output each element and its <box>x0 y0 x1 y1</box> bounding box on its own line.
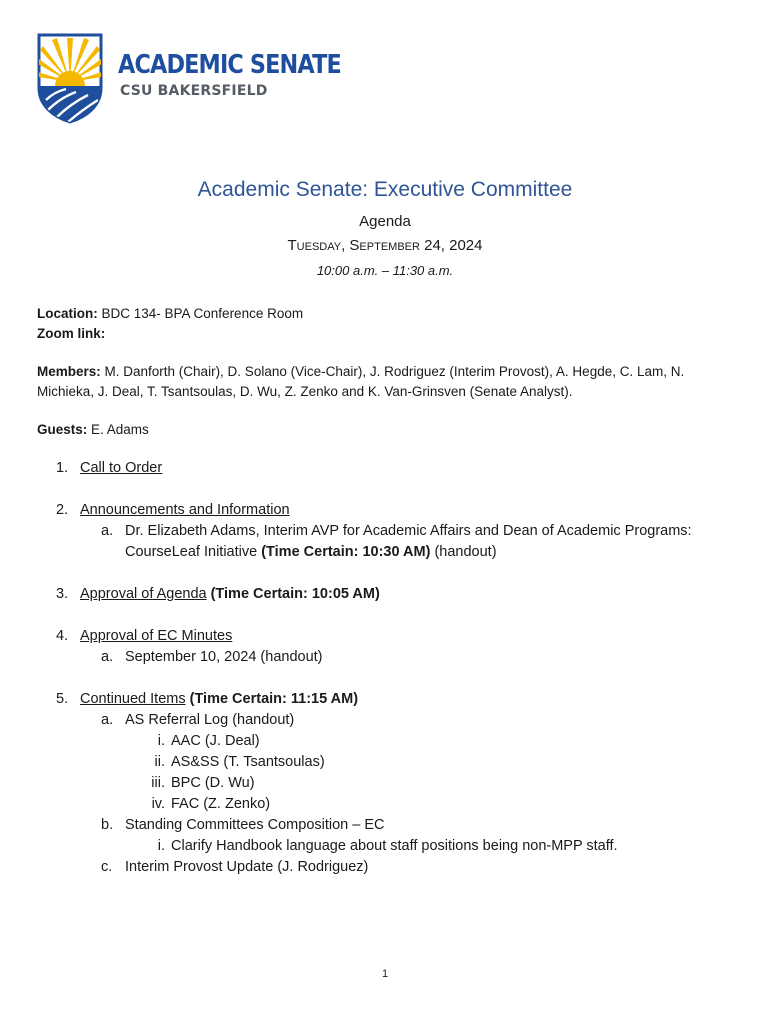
document-title: Academic Senate: Executive Committee <box>197 178 573 201</box>
sub-sub-item <box>125 794 737 815</box>
members-value: M. Danforth (Chair), D. Solano (Vice-Chair), J. Rodriguez (Interim Provost), A. Hegde, C. Lam, N. Michieka, J. Deal, T. Tsantsoulas, D. Wu, Z. Zenko and K. Van-Grinsven (Senate Analyst). <box>37 364 685 399</box>
item-number: 5. <box>56 691 69 707</box>
guests-label: Guests: <box>37 422 88 437</box>
sub-item-label: a. <box>101 649 114 665</box>
sub-sub-item-label: i. <box>157 733 165 749</box>
agenda-item-call-to-order <box>37 458 737 479</box>
sub-item-label: c. <box>101 859 113 875</box>
sub-item-text: AS Referral Log (handout) <box>125 712 295 728</box>
sub-item-text: Dr. Elizabeth Adams, Interim AVP for Academic Affairs and Dean of Academic Programs: CourseLeaf Initiative <box>125 523 692 560</box>
agenda-item-approval-agenda <box>37 584 737 605</box>
page-number: 1 <box>381 968 389 980</box>
item-number: 1. <box>56 460 69 476</box>
item-number: 3. <box>56 586 69 602</box>
agenda-list <box>37 458 737 899</box>
sub-sub-item-label: i. <box>157 838 165 854</box>
sub-sub-item-text: BPC (D. Wu) <box>171 775 255 791</box>
sub-sub-item-text: AAC (J. Deal) <box>171 733 260 749</box>
item-heading[interactable]: Continued Items <box>80 691 186 707</box>
agenda-item-approval-minutes <box>37 626 737 668</box>
brand-title: ACADEMIC SENATE <box>118 50 341 80</box>
sub-item <box>80 521 737 563</box>
guests-value: E. Adams <box>87 422 149 437</box>
sub-sub-item-text: Clarify Handbook language about staff positions being non-MPP staff. <box>171 838 618 854</box>
location-value: BDC 134- BPA Conference Room <box>97 306 304 321</box>
meeting-time: 10:00 a.m. – 11:30 a.m. <box>316 263 454 278</box>
sub-item-label: b. <box>101 817 114 833</box>
sub-item <box>80 647 737 668</box>
agenda-item-announcements <box>37 500 737 563</box>
item-number: 2. <box>56 502 69 518</box>
sub-sub-item-label: iii. <box>151 775 165 791</box>
sub-item-label: a. <box>101 523 114 539</box>
sub-sub-item <box>125 773 737 794</box>
sub-item <box>80 857 737 878</box>
location-label: Location: <box>37 306 98 321</box>
item-heading[interactable]: Approval of Agenda <box>80 586 207 602</box>
sub-sub-item <box>125 752 737 773</box>
sub-sub-item-label: ii. <box>154 754 165 770</box>
sub-sub-item <box>125 836 737 857</box>
time-certain: (Time Certain: 10:05 AM) <box>206 586 380 602</box>
sub-sub-item-label: iv. <box>151 796 165 812</box>
time-certain: (Time Certain: 10:30 AM) <box>261 544 431 560</box>
sub-item-text: Interim Provost Update (J. Rodriguez) <box>125 859 369 875</box>
handout-note: (handout) <box>430 544 497 560</box>
item-number: 4. <box>56 628 69 644</box>
time-certain: (Time Certain: 11:15 AM) <box>185 691 359 707</box>
sub-item <box>80 815 737 857</box>
sub-item-text: Standing Committees Composition – EC <box>125 817 385 833</box>
item-heading[interactable]: Announcements and Information <box>80 502 290 518</box>
sun-shield-icon <box>36 32 104 124</box>
item-heading[interactable]: Approval of EC Minutes <box>80 628 233 644</box>
sub-sub-item-text: AS&SS (T. Tsantsoulas) <box>171 754 325 770</box>
sub-sub-item <box>125 731 737 752</box>
sub-item-label: a. <box>101 712 114 728</box>
location-line <box>37 304 737 344</box>
zoom-link-label[interactable]: Zoom link: <box>37 326 106 341</box>
guests-line <box>37 420 737 440</box>
sub-item <box>80 710 737 815</box>
item-heading[interactable]: Call to Order <box>80 460 163 476</box>
agenda-item-continued <box>37 689 737 878</box>
sub-item-text: September 10, 2024 (handout) <box>125 649 323 665</box>
meeting-date: Tuesday, September 24, 2024 <box>287 237 483 254</box>
brand-subtitle: CSU BAKERSFIELD <box>120 83 268 99</box>
members-label: Members: <box>37 364 101 379</box>
agenda-label: Agenda <box>359 213 411 230</box>
members-line <box>37 362 737 402</box>
sub-sub-item-text: FAC (Z. Zenko) <box>171 796 271 812</box>
